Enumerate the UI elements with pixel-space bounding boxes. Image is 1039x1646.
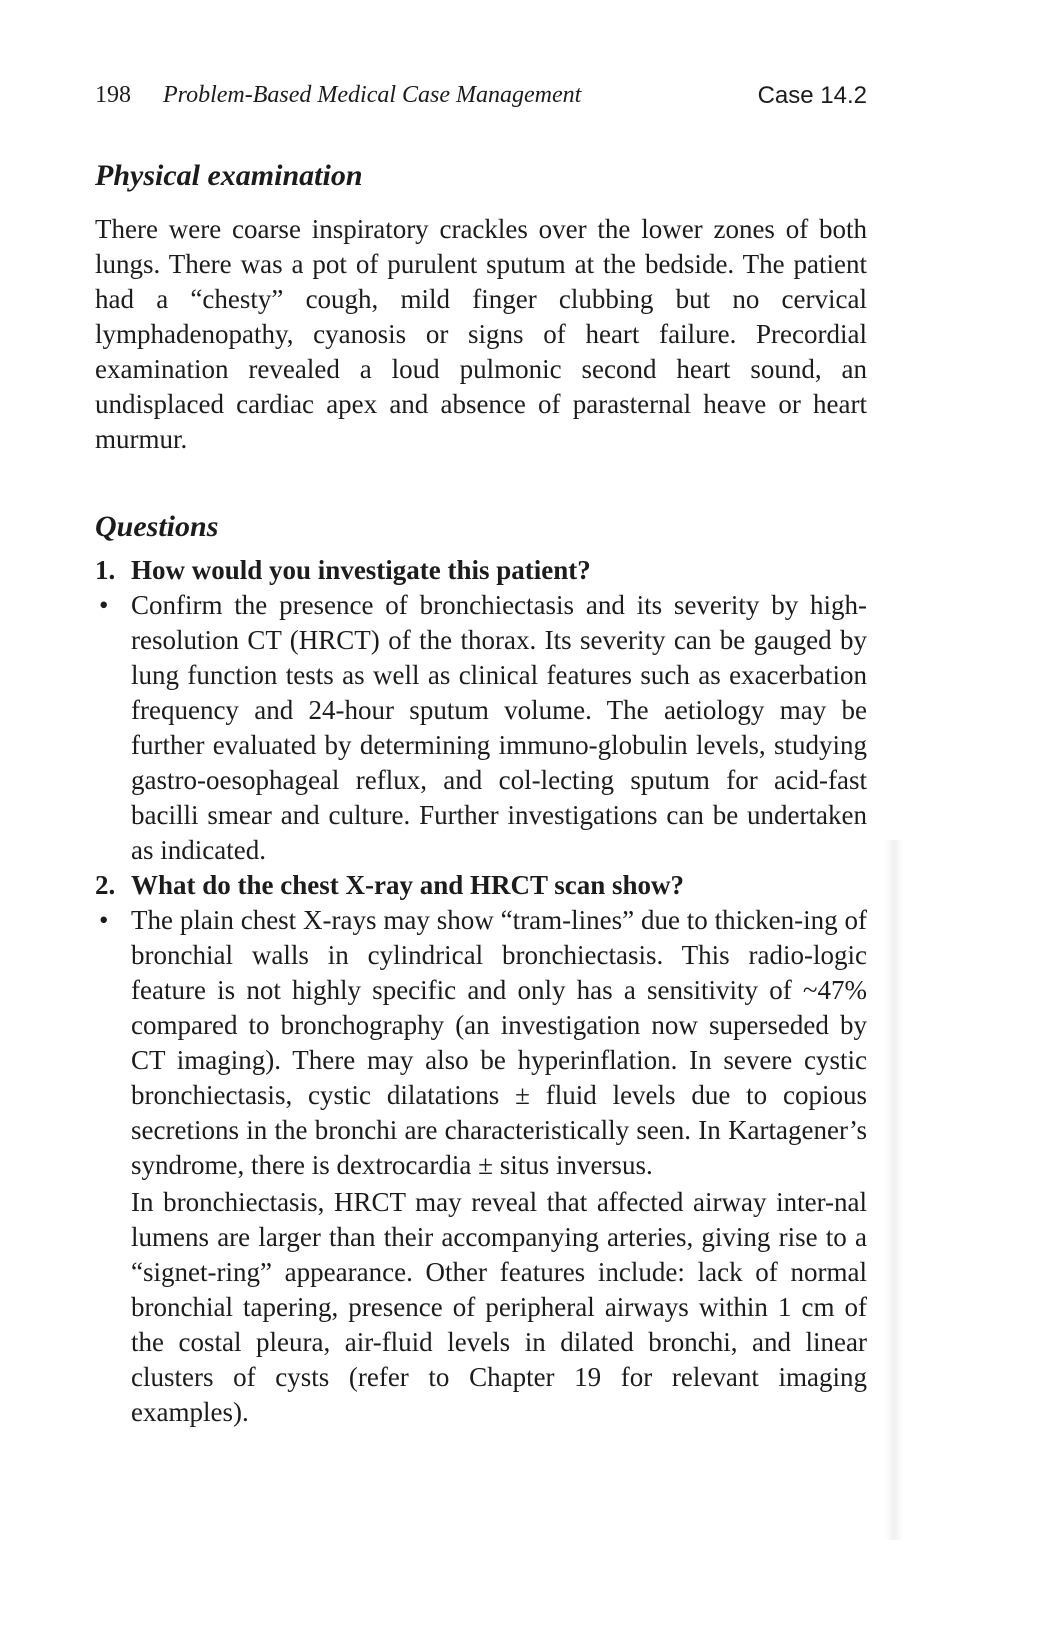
scan-shadow (885, 840, 903, 1540)
question-text: What do the chest X-ray and HRCT scan show? (131, 870, 685, 900)
questions-heading: Questions (95, 510, 219, 543)
physical-examination-text: There were coarse inspiratory crackles over the lower zones of both lungs. There was a pot of purulent sputum at the bedside. The patient had a “chesty” cough, mild finger clubbing but no cervical lymphadenopathy, cyanosis or signs of heart failure. Precordial examination revealed a loud pulmonic second heart sound, an undisplaced cardiac apex and absence of parasternal heave or heart murmur. (95, 214, 867, 454)
answer-1 (95, 588, 867, 868)
answer-paragraph: In bronchiectasis, HRCT may reveal that affected airway inter-nal lumens are larger than their accompanying arteries, giving rise to a “signet-ring” appearance. Other features include: lack of normal bronchial tapering, presence of peripheral airways within 1 cm of the costal pleura, air-fluid levels in dilated bronchi, and linear clusters of cysts (refer to Chapter 19 for relevant imaging examples). (131, 1187, 867, 1427)
bullet-icon: • (99, 905, 109, 935)
question-2 (95, 868, 867, 903)
answer-paragraph: The plain chest X-rays may show “tram-lines” due to thicken-ing of bronchial walls in cylindrical bronchiectasis. This radio-logic feature is not highly specific and only has a sensitivity of ~47% compared to bronchography (an investigation now superseded by CT imaging). There may also be hyperinflation. In severe cystic bronchiectasis, cystic dilatations ± fluid levels due to copious secretions in the bronchi are characteristically seen. In Kartagener’s syndrome, there is dextrocardia ± situs inversus. (131, 905, 867, 1180)
answer-body (131, 588, 867, 868)
running-title: Problem-Based Medical Case Management (163, 82, 582, 108)
case-label: Case 14.2 (757, 82, 867, 109)
bullet-icon: • (99, 590, 109, 620)
page-number: 198 (95, 82, 131, 108)
section-spacer (95, 457, 867, 509)
answer-2 (95, 903, 867, 1430)
question-number: 1. (95, 555, 116, 585)
answer-body (131, 903, 867, 1430)
physical-examination-heading: Physical examination (95, 159, 363, 192)
question-number: 2. (95, 870, 116, 900)
answer-paragraph: Confirm the presence of bronchiectasis and its severity by high-resolution CT (HRCT) of the thorax. Its severity can be gauged by lung function tests as well as clinical features such as exacerbation frequency and 24-hour sputum volume. The aetiology may be further evaluated by determining immuno-globulin levels, studying gastro-oesophageal reflux, and col-lecting sputum for acid-fast bacilli smear and culture. Further investigations can be undertaken as indicated. (131, 590, 867, 865)
page-header (95, 82, 867, 118)
question-1 (95, 553, 867, 588)
question-text: How would you investigate this patient? (131, 555, 591, 585)
page-content (95, 158, 867, 1430)
